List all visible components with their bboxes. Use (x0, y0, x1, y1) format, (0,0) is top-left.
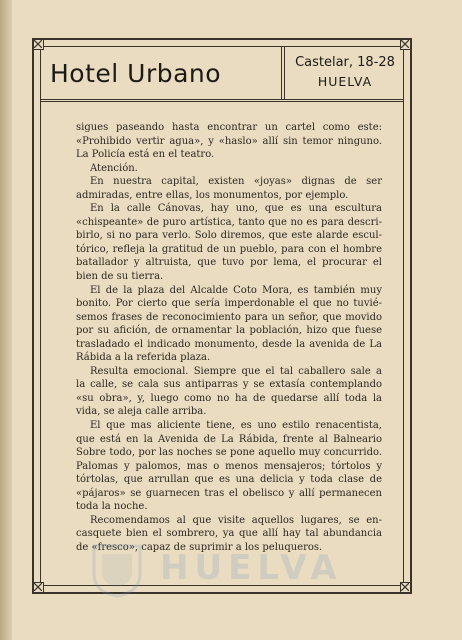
text-line: batallador y altruista, que tuvo por lema, el procurar el (76, 257, 382, 269)
text-line: La Policía está en el teatro. (76, 149, 215, 161)
text-line: «chispeante» de puro artística, tanto que no es para descri- (76, 216, 382, 228)
text-line: por su afición, de ornamentar la población, hizo que fuese (76, 325, 382, 337)
text-line: casquete bien el sombrero, ya que allí hay tal abundancia (76, 528, 382, 540)
text-line: semos frases de reconocimiento para un señor, que movido (76, 311, 382, 323)
text-line: trasladado el indicado monumento, desde la avenida de La (76, 338, 382, 350)
text-line: bien de su tierra. (76, 271, 164, 283)
text-line: vida, se aleja calle arriba. (76, 406, 207, 418)
hotel-address (288, 54, 402, 92)
text-line: «Prohibido vertir agua», y «haslo» allí sin temor ninguno. (76, 135, 382, 147)
text-line: Atención. (90, 162, 138, 174)
text-line: En nuestra capital, existen «joyas» dignas de ser (90, 176, 382, 188)
text-line: «pájaros» se guarnecen tras el obelisco y allí permanecen (76, 487, 382, 499)
text-line: Sobre todo, por las noches se pone aquello muy concurrido. (76, 447, 382, 459)
text-line: birlo, si no para verlo. Solo diremos, que este alarde escul- (76, 230, 382, 242)
text-line: toda la noche. (76, 501, 148, 513)
text-line: sigues paseando hasta encontrar un cartel como este: (76, 122, 382, 133)
address-city: HUELVA (317, 74, 373, 89)
text-line: El de la plaza del Alcalde Coto Mora, es también muy (90, 284, 382, 296)
corner-ornament-icon (33, 582, 44, 593)
text-line: Palomas y palomos, mas o menos mensajeros; tórtolos y (76, 460, 382, 472)
text-line: En la calle Cánovas, hay uno, que es una escultura (90, 203, 382, 215)
header-divider (281, 46, 285, 99)
text-line: de «fresco», capaz de suprimir a los peluqueros. (76, 541, 323, 553)
text-line: que está en la Avenida de La Rábida, frente al Balneario (76, 433, 382, 445)
text-line: Rábida a la referida plaza. (76, 352, 211, 364)
hotel-name: Hotel Urbano (50, 59, 222, 88)
address-street: Castelar, 18-28 (295, 55, 395, 70)
advert-header (40, 46, 404, 102)
text-line: tórico, refleja la gratitud de un pueblo, para con el hombre (76, 243, 382, 255)
text-line: Recomendamos al que visite aquellos lugares, se en- (90, 514, 382, 526)
text-line: tórtolas, que arrullan que es una delicia y toda clase de (76, 474, 382, 486)
text-line: bonito. Por cierto que sería imperdonable el que no tuvié- (76, 298, 382, 310)
text-line: «su obra», y, luego como no ha de quedarse allí toda la (76, 392, 382, 404)
text-line: Resulta emocional. Siempre que el tal caballero sale a (90, 365, 382, 377)
watermark-text: HUELVA (160, 548, 343, 588)
text-line: admiradas, entre ellas, los monumentos, por ejemplo. (76, 189, 349, 201)
corner-ornament-icon (400, 582, 411, 593)
text-line: la calle, se cala sus antiparras y se extasía contemplando (76, 379, 382, 391)
page-gutter (0, 0, 12, 640)
text-line: El que mas aliciente tiene, es uno estilo renacentista, (90, 420, 382, 432)
article-body (76, 121, 382, 555)
